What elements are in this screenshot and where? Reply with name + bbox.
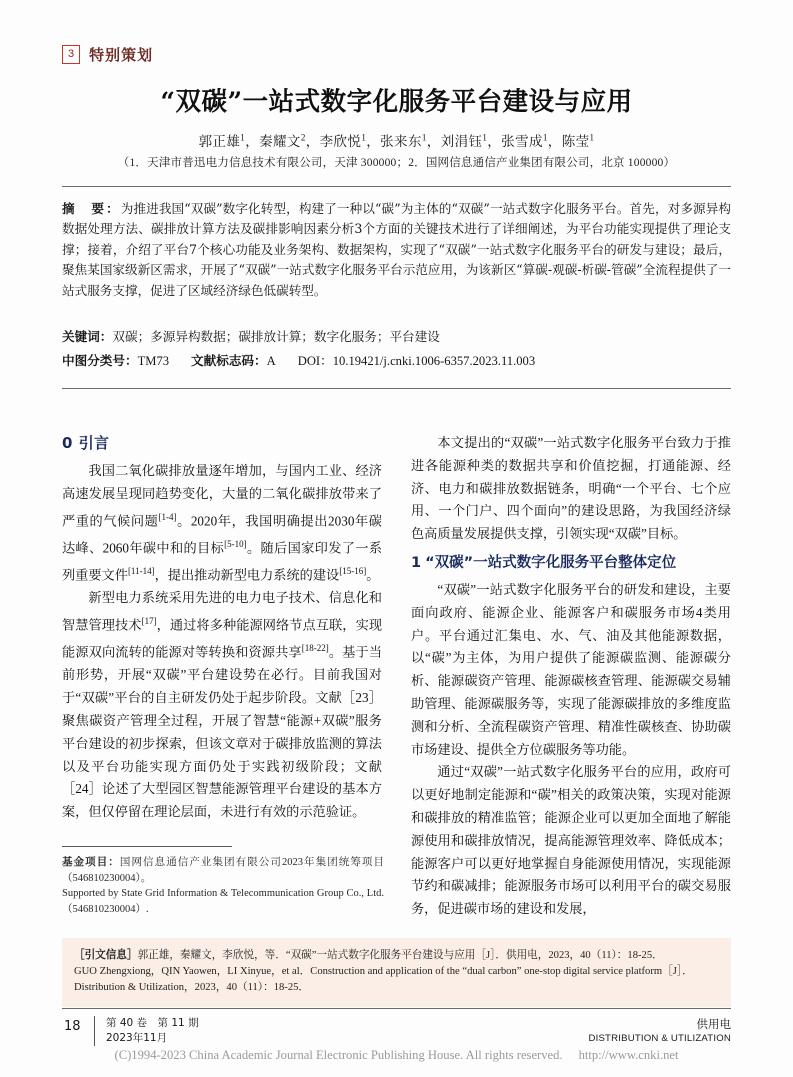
affiliation-line: （1．天津市普迅电力信息技术有限公司，天津 300000；2．国网信息通信产业集团有限公司，北京 100000） xyxy=(117,157,676,169)
doc-type-label: 文献标志码： xyxy=(191,353,267,368)
citation-box xyxy=(62,938,731,1007)
author-affiliation-marker: 1 xyxy=(542,132,548,143)
clc-label: 中图分类号： xyxy=(62,353,138,368)
footer-vertical-rule xyxy=(94,1016,95,1046)
reference-marker: [5-10] xyxy=(224,538,247,549)
keywords-line xyxy=(62,327,731,347)
column-name-label: 特别策划 xyxy=(89,46,154,64)
author-separator: ， xyxy=(305,134,320,149)
left-paragraphs xyxy=(62,460,382,824)
section-number: 1 xyxy=(411,554,422,571)
author-separator: ， xyxy=(426,134,441,149)
author-affiliation-marker: 1 xyxy=(482,132,488,143)
author-affiliation-marker: 1 xyxy=(361,132,367,143)
author-name: 张来东 xyxy=(380,134,422,149)
citation-zh-text: 郭正雄，秦耀文，李欣悦，等．“双碳”一站式数字化服务平台建设与应用［J］．供用电，2023，40（11）：18-25． xyxy=(137,950,663,961)
funding-text-zh: 国网信息通信产业集团有限公司2023年集团统筹项目（546810230004）。 xyxy=(62,857,385,884)
abstract-text: 为推进我国“双碳”数字化转型，构建了一种以“碳”为主体的“双碳”一站式数字化服务平台。首先，对多源异构数据处理方法、碳排放计算方法及碳排影响因素分析3个方面的关键技术进行了详细阐述，为平台功能实现提供了理论支撑；接着，介绍了平台7个核心功能及业务架构、数据架构，实现了“双碳”一站式数字化服务平台的研发与建设；最后，聚焦某国家级新区需求，开展了“双碳”一站式数字化服务平台示范应用，为该新区“算碳-观碳-析碳-管碳”全流程提供了一站式服务支撑，促进了区域经济绿色低碳转型。 xyxy=(62,201,731,298)
section-heading-1 xyxy=(411,552,731,574)
reference-marker: [15-16] xyxy=(339,565,367,576)
author-name: 张雪成 xyxy=(501,134,543,149)
doi-label: DOI： xyxy=(297,354,333,368)
author-affiliation-marker: 1 xyxy=(240,132,246,143)
funding-footnote xyxy=(62,855,384,917)
page-number: 18 xyxy=(64,1019,81,1034)
doi-value: 10.19421/j.cnki.1006-6357.2023.11.003 xyxy=(332,354,536,368)
reference-marker: [11-14] xyxy=(127,565,155,576)
abstract-block xyxy=(62,199,731,301)
section-title: “双碳”一站式数字化服务平台整体定位 xyxy=(425,554,677,571)
body-paragraph: “双碳”一站式数字化服务平台的研发和建设，主要面向政府、能源企业、能源客户和碳服务市场4类用户。平台通过汇集电、水、气、油及其他能源数据，以“碳”为主体，为用户提供了能源碳监测、能源碳分析、能源碳资产管理、能源碳核查管理、能源碳交易辅助管理、能源碳服务等，实现了能源碳排放的多维度监测和分析、全流程碳资产管理、精准性碳核查、协助碳市场建设、提供全方位碳服务等功能。 xyxy=(411,581,731,757)
author-separator: ， xyxy=(487,134,502,149)
header-strip xyxy=(62,44,153,65)
journal-name-en: DISTRIBUTION & UTILIZATION xyxy=(588,1033,731,1044)
funding-text-en: Supported by State Grid Information & Telecommunication Group Co., Ltd.（546810230004）. xyxy=(62,888,384,915)
author-affiliation-marker: 1 xyxy=(421,132,427,143)
author-separator: ， xyxy=(366,134,381,149)
divider-top xyxy=(62,186,731,187)
author-name: 李欣悦 xyxy=(319,134,362,149)
author-list xyxy=(0,130,793,150)
volume-line: 第 40 卷 第 11 期 xyxy=(106,1017,199,1029)
page-title: “双碳”一站式数字化服务平台建设与应用 xyxy=(160,87,633,117)
volume-issue-block xyxy=(106,1016,199,1046)
section-number: 0 xyxy=(62,434,73,452)
clc-value: TM73 xyxy=(137,354,170,368)
cnki-watermark xyxy=(0,1048,793,1063)
author-affiliation-marker: 2 xyxy=(300,132,306,143)
keywords-label: 关键词： xyxy=(62,329,113,344)
cnki-copyright: (C)1994-2023 China Academic Journal Electronic Publishing House. All rights reserved. xyxy=(114,1048,563,1062)
page-footer xyxy=(62,1014,731,1050)
section-heading-0 xyxy=(62,432,382,454)
author-affiliation-marker: 1 xyxy=(589,132,595,143)
journal-name-zh: 供用电 xyxy=(696,1017,731,1031)
issue-badge: 3 xyxy=(62,45,80,64)
body-paragraph: 通过“双碳”一站式数字化服务平台的应用，政府可以更好地制定能源和“碳”相关的政策决策，实现对能源和碳排放的精准监管；能源企业可以更加全面地了解能源使用和碳排放情况，提高能源管理效率、降低成本；能源客户可以更好地掌握自身能源使用情况，实现能源节约和碳减排；能源服务市场可以利用平台的碳交易服务，促进碳市场的建设和发展， xyxy=(411,764,731,917)
citation-label: ［引文信息］ xyxy=(74,949,138,961)
reference-marker: [18-22] xyxy=(301,643,329,654)
reference-marker: [17] xyxy=(141,615,157,626)
funding-label: 基金项目： xyxy=(62,856,120,868)
reference-marker: [1-4] xyxy=(158,511,177,522)
divider-bottom xyxy=(62,388,731,389)
lead-paragraph: 本文提出的“双碳”一站式数字化服务平台致力于推进各能源种类的数据共享和价值挖掘，打通能源、经济、电力和碳排放数据链条，明确“一个平台、七个应用、一个门户、四个面向”的建设思路，为我国经济绿色高质量发展提供支撑，引领实现“双碳”目标。 xyxy=(411,435,731,542)
body-paragraph: 我国二氧化碳排放量逐年增加，与国内工业、经济高速发展呈现同趋势变化，大量的二氧化碳排放带来了严重的气候问题[1-4]。2020年，我国明确提出2030年碳达峰、2060年碳中和的目标[5-10]。随后国家印发了一系列重要文件[11-14]，提出推动新型电力系统的建设[15-16]。 xyxy=(62,463,383,583)
author-name: 郭正雄 xyxy=(198,134,241,149)
citation-en-text: GUO Zhengxiong，QIN Yaowen，LI Xinyue，et al．Construction and application of the “dual carbon” one-stop digital service platform［J］．Distribution & Utilization，2023，40（11）：18-25． xyxy=(74,966,693,994)
author-separator: ， xyxy=(245,134,260,149)
author-name: 秦耀文 xyxy=(259,134,301,149)
footnote-divider xyxy=(62,846,232,847)
body-column-left xyxy=(62,432,382,824)
body-column-right xyxy=(411,432,731,921)
footer-divider xyxy=(62,1008,731,1009)
classification-line xyxy=(62,351,731,371)
citation-zh xyxy=(74,947,719,964)
section-title: 引言 xyxy=(78,434,110,452)
keywords-text: 双碳；多源异构数据；碳排放计算；数字化服务；平台建设 xyxy=(112,330,440,344)
doc-type-value: A xyxy=(266,354,276,368)
cnki-url: http://www.cnki.net xyxy=(578,1048,679,1062)
author-name: 刘涓钰 xyxy=(440,134,483,149)
abstract-label: 摘 要： xyxy=(62,201,121,216)
date-line: 2023年11月 xyxy=(106,1032,168,1044)
body-paragraph: 新型电力系统采用先进的电力电子技术、信息化和智慧管理技术[17]，通过将多种能源网络节点互联，实现能源双向流转的能源对等转换和资源共享[18-22]。基于当前形势，开展“双碳”平台建设势在必行。目前我国对于“双碳”平台的自主研发仍处于起步阶段。文献［23］聚焦碳资产管理全过程，开展了智慧“能源+双碳”服务平台建设的初步探索，但该文章对于碳排放监测的算法以及平台功能实现方面仍处于实践初级阶段；文献［24］论述了大型园区智慧能源管理平台建设的基本方案，但仅停留在理论层面，未进行有效的示范验证。 xyxy=(62,590,383,820)
author-separator: ， xyxy=(547,134,562,149)
author-name: 陈莹 xyxy=(561,134,590,149)
right-paragraphs xyxy=(411,579,731,921)
